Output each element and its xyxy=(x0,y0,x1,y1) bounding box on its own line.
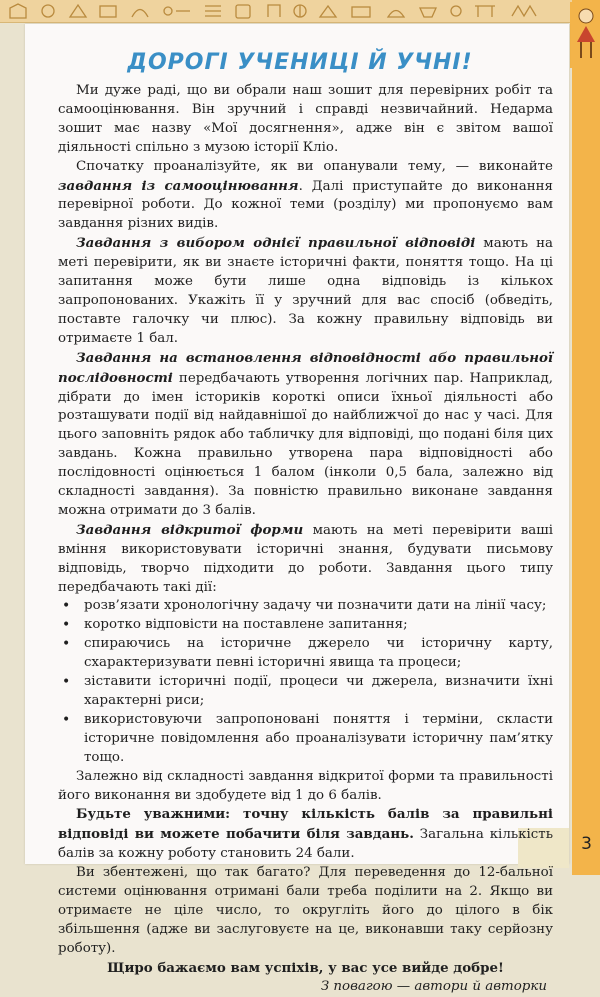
list-item: • спираючись на історичне джерело чи історичну карту, схарактеризувати певні історичні явища та процеси; xyxy=(84,635,553,673)
intro-text xyxy=(58,82,553,997)
list-item: • коротко відповісти на поставлене запитання; xyxy=(84,616,553,635)
text-run: Спочатку проаналізуйте, як ви опанували тему, — виконайте xyxy=(76,158,553,174)
text-run: Загальна кількість балів за кожну роботу становить 24 бали. xyxy=(58,827,553,862)
paragraph-matching xyxy=(58,349,553,521)
list-item: • використовуючи запропоновані поняття і терміни, скласти історичне повідомлення або проаналізувати історичну пам’ятку тощо. xyxy=(84,711,553,768)
text-run: мають на меті перевірити ваші вміння використовувати історичні знання, будувати письмову відповідь, творчо підходити до роботи. Завдання цього типу передбачають такі дії: xyxy=(58,522,553,595)
paragraph-self-assessment xyxy=(58,158,553,235)
ornament-figure-icon xyxy=(566,0,600,70)
term-self-assessment: завдання із самооцінювання xyxy=(58,177,299,194)
term-matching: Завдання на встановлення відповідності або правильної послідовності xyxy=(58,349,553,386)
page-number: 3 xyxy=(581,834,592,854)
paragraph-intro: Ми дуже раді, що ви обрали наш зошит для перевірних робіт та самооцінювання. Він зручний і справді незвичайний. Недарма зошит має назву «Мої досягнення», адже він є звітом вашої діяльності спільно з музою історії Кліо. xyxy=(58,83,553,155)
list-item: • зіставити історичні події, процеси чи джерела, визначити їхні характерні риси; xyxy=(84,673,553,711)
right-orange-strip xyxy=(572,0,600,875)
text-run: мають на меті перевірити, як ви знаєте історичні факти, поняття тощо. На ці запитання може бути лише одна відповідь із кількох запропонованих. Укажіть її у зручний для вас спосіб (обведіть, поставте галочку чи плюс). За кожну правильну відповідь ви отримаєте 1 бал. xyxy=(58,236,553,346)
term-open-form: Завдання відкритої форми xyxy=(76,521,304,538)
closing-wish: Щиро бажаємо вам успіхів, у вас усе вийде добре! xyxy=(107,959,504,976)
list-item: • розв’язати хронологічну задачу чи позначити дати на лінії часу; xyxy=(84,597,553,616)
history-icons-strip xyxy=(0,0,560,22)
page-title: ДОРОГІ УЧЕНИЦІ Й УЧНІ! xyxy=(127,50,473,75)
paragraph-attention xyxy=(58,805,553,864)
text-run: передбачають утворення логічних пар. Наприклад, дібрати до імен істориків короткі описи їхньої діяльності або розташувати події від найдавнішої до найближчої до нас у часі. Для цього заповніть рядок або табличку для відповіді, що подані біля цих завдань. Кожна правильно утворена пара відповідності або послідовності оцінюється 1 балом (інколи 0,5 бала, залежно від складності завдання). За повністю правильно виконане завдання можна отримати до 3 балів. xyxy=(58,370,553,518)
paragraph-single-choice xyxy=(58,234,553,348)
task-types-list xyxy=(58,597,553,767)
attention-note: Будьте уважними: точну кількість балів за правильні відповіді ви можете побачити біля завдань. xyxy=(58,806,553,843)
text-run: . Далі приступайте до виконання перевірної роботи. До кожної теми (розділу) ми пропонуємо вам завдання різних видів. xyxy=(58,178,553,232)
paragraph-open-score: Залежно від складності завдання відкритої форми та правильності його виконання ви здобудете від 1 до 6 балів. xyxy=(58,768,553,803)
term-single-choice: Завдання з вибором однієї правильної відповіді xyxy=(76,235,476,252)
paragraph-conversion: Ви збентежені, що так багато? Для переведення до 12-бальної системи оцінювання отримані бали треба поділити на 2. Якщо ви отримаєте не ціле число, то округліть його до цілого в бік збільшення (адже ви заслуговуєте на це, виконавши таку серйозну роботу). xyxy=(58,865,553,956)
paragraph-open-form xyxy=(58,521,553,598)
top-decor-strip xyxy=(0,0,600,23)
signature: З повагою — автори й авторки xyxy=(320,978,547,994)
